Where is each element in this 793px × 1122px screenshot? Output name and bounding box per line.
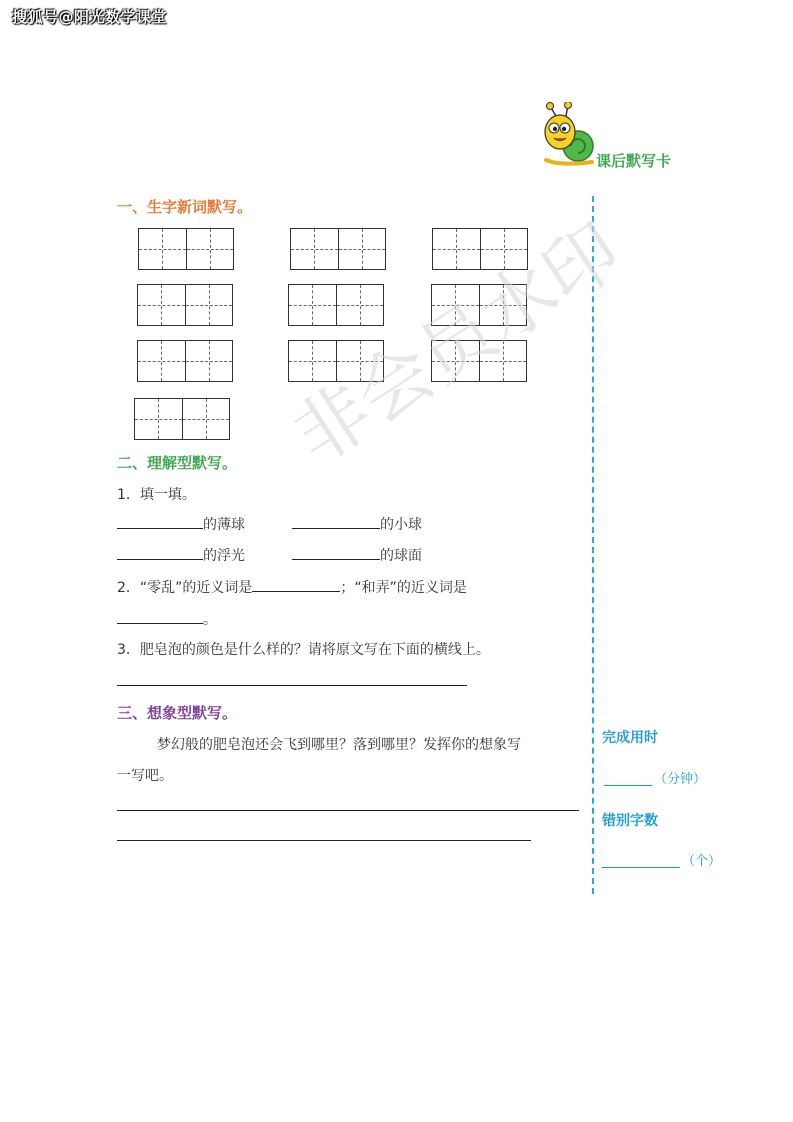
question-2-end: 。 [203, 612, 217, 628]
error-count-unit: （个） [682, 854, 722, 869]
fill-suffix: 的浮光 [203, 548, 245, 564]
fill-suffix: 的小球 [380, 517, 422, 533]
fill-suffix: 的球面 [380, 548, 422, 564]
question-2 [117, 577, 467, 597]
answer-blank[interactable] [117, 558, 203, 560]
error-count-blank[interactable] [602, 867, 680, 868]
question-2-part2: ；“和弄”的近义词是 [340, 580, 467, 596]
fill-row-1a [117, 514, 245, 534]
completion-time-unit: （分钟） [654, 772, 707, 787]
answer-blank[interactable] [117, 527, 203, 529]
character-grid[interactable] [134, 398, 230, 440]
fill-row-2a [117, 545, 245, 565]
vertical-dashed-divider [592, 196, 594, 894]
question-2-part1: 2．“零乱”的近义词是 [117, 580, 253, 596]
character-grid[interactable] [431, 284, 527, 326]
member-watermark: 非会员水印 [278, 206, 636, 481]
question-3: 3．肥皂泡的颜色是什么样的？请将原文写在下面的横线上。 [117, 642, 490, 658]
completion-time-label: 完成用时 [602, 730, 658, 746]
fill-suffix: 的薄球 [203, 517, 245, 533]
fill-row-1b [292, 514, 422, 534]
snail-mascot-icon [540, 102, 596, 168]
section-2-title: 二、理解型默写。 [117, 454, 238, 472]
question-1-label: 1．填一填。 [117, 487, 196, 503]
character-grid[interactable] [288, 284, 384, 326]
source-watermark: 搜狐号@阳光数学课堂 [12, 8, 168, 26]
answer-line[interactable] [117, 685, 467, 686]
character-grid[interactable] [137, 284, 233, 326]
question-2-line2 [117, 609, 217, 629]
card-title: 课后默写卡 [596, 152, 672, 170]
section-1-title: 一、生字新词默写。 [117, 198, 253, 216]
section-3-title: 三、想象型默写。 [117, 704, 238, 722]
character-grid[interactable] [138, 228, 234, 270]
character-grid[interactable] [432, 228, 528, 270]
imagine-prompt-line1: 梦幻般的肥皂泡还会飞到哪里？落到哪里？发挥你的想象写 [157, 737, 521, 753]
error-count-label: 错别字数 [602, 813, 658, 829]
completion-time-blank[interactable] [604, 785, 652, 786]
character-grid[interactable] [137, 340, 233, 382]
answer-blank[interactable] [292, 558, 380, 560]
imagine-prompt-line2: 一写吧。 [117, 768, 173, 784]
answer-blank[interactable] [252, 590, 340, 592]
answer-line[interactable] [117, 810, 579, 811]
answer-blank[interactable] [292, 527, 380, 529]
character-grid[interactable] [431, 340, 527, 382]
character-grid[interactable] [288, 340, 384, 382]
character-grid[interactable] [290, 228, 386, 270]
fill-row-2b [292, 545, 422, 565]
answer-line[interactable] [117, 840, 531, 841]
answer-blank[interactable] [117, 622, 203, 624]
